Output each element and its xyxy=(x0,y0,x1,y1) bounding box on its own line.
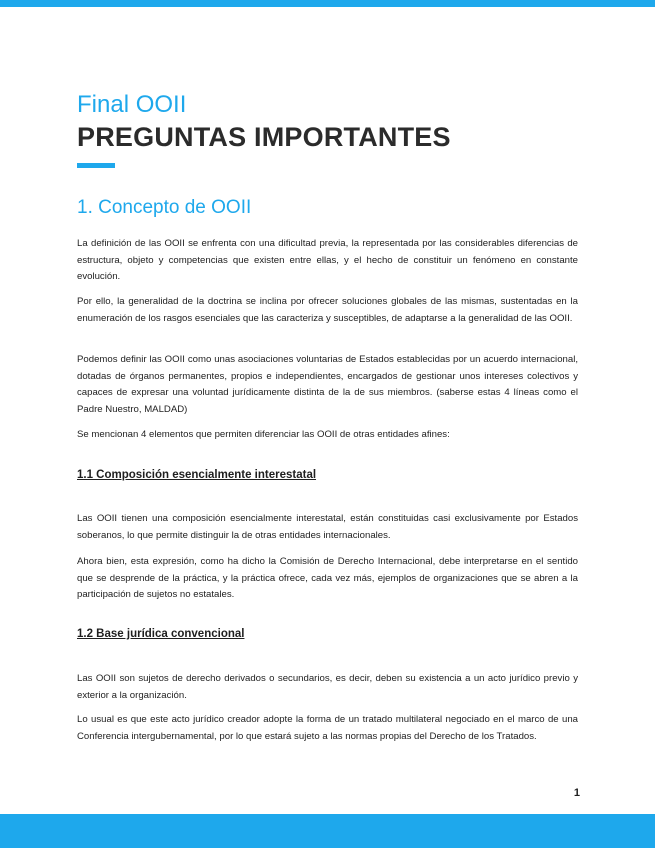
subsection-title: 1.1 Composición esencialmente interestatal xyxy=(77,469,317,481)
section-title: 1. Concepto de OOII xyxy=(77,197,252,218)
paragraph: Ahora bien, esta expresión, como ha dicho la Comisión de Derecho Internacional, debe interpretarse en el sentido que se desprende de la práctica, y la práctica ofrece, cada vez más, ejemplos de organizaciones que se abren a la participación de sujetos no estatales. xyxy=(77,556,578,600)
document-heading: PREGUNTAS IMPORTANTES xyxy=(77,122,451,152)
paragraph: Por ello, la generalidad de la doctrina se inclina por ofrecer soluciones globales de las mismas, sustentadas en la enumeración de los rasgos esenciales que las caracteriza y susceptibles, de adaptarse a la generalidad de las OOII. xyxy=(77,296,578,324)
paragraph: Las OOII son sujetos de derecho derivados o secundarios, es decir, deben su existencia a un acto jurídico previo y exterior a la organización. xyxy=(77,673,578,701)
paragraph: La definición de las OOII se enfrenta con una dificultad previa, la representada por las considerables diferencias de estructura, objeto y competencias que existen entre ellas, y el hecho de constituir un fenómeno en constante evolución. xyxy=(77,238,578,282)
bottom-accent-bar xyxy=(0,814,655,848)
paragraph: Podemos definir las OOII como unas asociaciones voluntarias de Estados establecidas por un acuerdo internacional, dotadas de órganos permanentes, propios e independientes, encargados de gestionar unos intereses colectivos y capaces de expresar una voluntad jurídicamente distinta de la de sus miembros. (saberse estas 4 líneas como el Padre Nuestro, MALDAD) xyxy=(77,354,578,415)
paragraph: Se mencionan 4 elementos que permiten diferenciar las OOII de otras entidades afines: xyxy=(77,429,450,440)
document-title: Final OOII xyxy=(77,91,187,118)
top-accent-bar xyxy=(0,0,655,7)
page-number: 1 xyxy=(573,787,580,799)
subsection-title: 1.2 Base jurídica convencional xyxy=(77,628,245,640)
heading-underline-rule xyxy=(77,163,115,168)
paragraph: Las OOII tienen una composición esencialmente interestatal, están constituidas casi exclusivamente por Estados soberanos, lo que permite distinguir la de otras entidades internacionales. xyxy=(77,513,578,541)
paragraph: Lo usual es que este acto jurídico creador adopte la forma de un tratado multilateral negociado en el marco de una Conferencia intergubernamental, por lo que estará sujeto a las normas propias del Derecho de los Tratados. xyxy=(77,714,578,742)
